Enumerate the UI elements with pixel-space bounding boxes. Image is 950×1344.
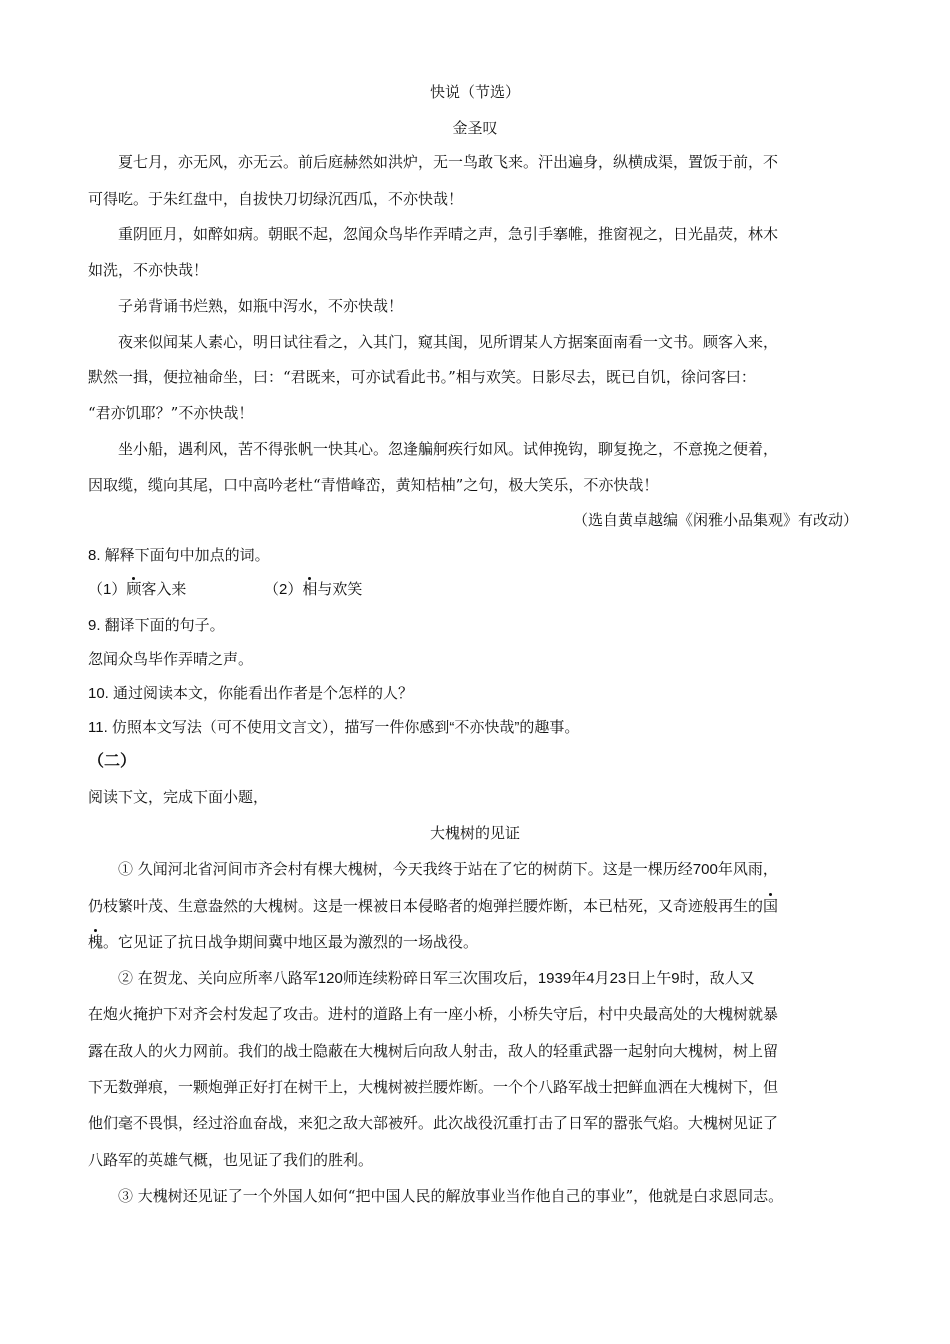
question-9: 9. 翻译下面的句子。 — [88, 617, 225, 634]
item-text: 与欢笑 — [317, 581, 363, 598]
paragraph-line: 重阴匝月，如醉如病。朝眠不起，忽闻众鸟毕作弄晴之声，急引手搴帷，推窗视之，日光晶荧，林木 — [118, 225, 779, 243]
text-run: 仍枝繁叶茂、生意盎然的大槐树。这是一棵被日本侵略者的炮弹拦腰炸断，本已枯死，又奇迹般再生的 — [88, 897, 764, 915]
number: 23 — [609, 970, 627, 987]
paragraph-line: 夏七月，亦无风，亦无云。前后庭赫然如洪炉，无一鸟敢飞来。汗出遍身，纵横成渠，置饭于前，不 — [118, 153, 779, 171]
number: 4 — [586, 970, 595, 987]
paragraph-line: 子弟背诵书烂熟，如瓶中泻水，不亦快哉！ — [118, 297, 404, 315]
paragraph-line — [118, 859, 778, 880]
passage-title: 快说（节选） — [429, 83, 520, 101]
paragraph-line: 下无数弹痕，一颗炮弹正好打在树干上，大槐树被拦腰炸断。一个个八路军战士把鲜血洒在大槐树下，但 — [88, 1078, 779, 1096]
text-run: 年风雨， — [717, 860, 778, 878]
dotted-char: 相 — [302, 581, 318, 598]
passage-title: 大槐树的见证 — [429, 824, 520, 842]
item-prefix: （2） — [264, 581, 303, 598]
number: 700 — [692, 861, 718, 878]
passage-author: 金圣叹 — [452, 119, 498, 137]
dotted-char: 槐 — [88, 933, 104, 951]
paragraph-line: 坐小船，遇利风，苦不得张帆一快其心。忽逢艑舸疾行如风。试伸挽钩，聊复挽之，不意挽之便着， — [118, 440, 779, 458]
text-run: 年 — [571, 969, 587, 987]
paragraph-line: 可得吃。于朱红盘中，自拔快刀切绿沉西瓜，不亦快哉！ — [88, 190, 464, 208]
item-prefix: （1） — [88, 581, 127, 598]
paragraph-line: 因取缆，缆向其尾，口中高吟老杜“青惜峰峦，黄知桔柚”之句，极大笑乐，不亦快哉！ — [88, 476, 659, 494]
text-run: 时，敌人又 — [679, 969, 755, 987]
paragraph-line: 露在敌人的火力网前。我们的战士隐蔽在大槐树后向敌人射击，敌人的轻重武器一起射向大槐树，树上留 — [88, 1042, 779, 1060]
paragraph-line: 他们毫不畏惧，经过浴血奋战，来犯之敌大部被歼。此次战役沉重打击了日军的嚣张气焰。大槐树见证了 — [88, 1114, 779, 1132]
question-8: 8. 解释下面句中加点的词。 — [88, 547, 270, 564]
paragraph-line: 如洗，不亦快哉！ — [88, 261, 209, 279]
paragraph-line: 默然一揖，便拉袖命坐，曰：“君既来，可亦试看此书。”相与欢笑。日影尽去，既已自饥，徐问客曰： — [88, 368, 756, 386]
source-citation: （选自黄卓越编《闲雅小品集观》有改动） — [572, 511, 858, 529]
item-text: 客入来 — [141, 581, 187, 598]
text-run: 师连续粉碎日军三次围攻后， — [342, 969, 538, 987]
text-run: ② 在贺龙、关向应所率八路军 — [118, 969, 318, 987]
text-run: ① 久闻河北省河间市齐会村有棵大槐树，今天我终于站在了它的树荫下。这是一棵历经 — [118, 860, 693, 878]
paragraph-line: 在炮火掩护下对齐会村发起了攻击。进村的道路上有一座小桥，小桥失守后，村中央最高处的大槐树就暴 — [88, 1005, 779, 1023]
dotted-char: 顾 — [126, 581, 142, 598]
section-heading: （二） — [88, 753, 137, 770]
question-8-item-1 — [88, 580, 186, 600]
paragraph-line: ③ 大槐树还见证了一个外国人如何“把中国人民的解放事业当作他自己的事业”，他就是白求恩同志。 — [118, 1187, 784, 1205]
number: 120 — [317, 970, 343, 987]
section-instruction: 阅读下文，完成下面小题， — [88, 789, 269, 806]
number: 1939 — [537, 970, 572, 987]
paragraph-line — [88, 896, 778, 916]
paragraph-line: 八路军的英雄气概，也见证了我们的胜利。 — [88, 1151, 374, 1169]
text-run: 日上午 — [626, 969, 672, 987]
paragraph-line: “君亦饥耶？”不亦快哉！ — [88, 404, 254, 422]
question-9-sentence: 忽闻众鸟毕作弄晴之声。 — [88, 651, 254, 668]
number: 9 — [671, 970, 680, 987]
paragraph-line — [88, 932, 478, 952]
paragraph-line: 夜来似闻某人素心，明日试往看之，入其门，窥其闺，见所谓某人方据案面南看一文书。顾客入来， — [118, 333, 779, 351]
dotted-char: 国 — [763, 897, 779, 915]
question-10: 10. 通过阅读本文，你能看出作者是个怎样的人？ — [88, 685, 414, 702]
text-run: 月 — [594, 969, 610, 987]
question-8-item-2 — [264, 580, 362, 600]
paragraph-line — [118, 968, 755, 989]
question-11: 11. 仿照本文写法（可不使用文言文），描写一件你感到“不亦快哉”的趣事。 — [88, 719, 580, 736]
text-run: 。它见证了抗日战争期间冀中地区最为激烈的一场战役。 — [103, 933, 479, 951]
